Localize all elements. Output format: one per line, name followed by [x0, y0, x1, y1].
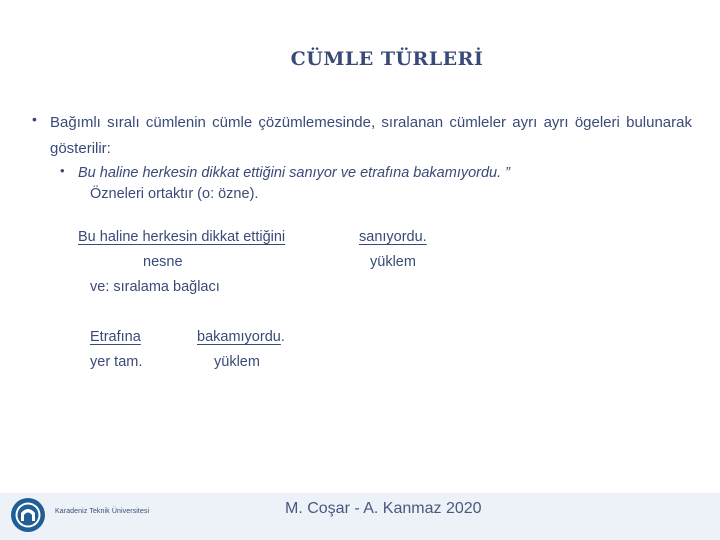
conjunction-note: ve: sıralama bağlacı	[90, 279, 220, 295]
example-sentence: Bu haline herkesin dikkat ettiğini sanıyor ve etrafına bakamıyordu. ”	[78, 165, 511, 181]
sub-bullet-marker: •	[60, 163, 65, 178]
analysis1-phrase-predicate: sanıyordu.	[359, 229, 427, 245]
analysis2-period: .	[280, 329, 285, 345]
analysis2-label-place: yer tam.	[90, 354, 143, 370]
analysis2-phrase-predicate	[197, 329, 285, 345]
analysis2-label-predicate: yüklem	[214, 354, 260, 370]
university-logo-icon	[10, 497, 46, 533]
analysis1-label-predicate: yüklem	[370, 254, 416, 270]
analysis1-label-object: nesne	[143, 254, 183, 270]
bullet-text: Bağımlı sıralı cümlenin cümle çözümlemesinde, sıralanan cümleler ayrı ayrı ögeleri bulunarak gösterilir:	[50, 114, 692, 157]
analysis1-phrase-object: Bu haline herkesin dikkat ettiğini	[78, 229, 286, 245]
bullet-marker: •	[32, 111, 37, 127]
author-credit: M. Coşar - A. Kanmaz 2020	[285, 500, 482, 517]
example-bullet	[60, 163, 680, 183]
slide-title: CÜMLE TÜRLERİ	[290, 48, 484, 70]
analysis2-phrase-place: Etrafına	[90, 329, 141, 345]
main-bullet	[32, 110, 692, 162]
university-name: Karadeniz Teknik Üniversitesi	[55, 508, 150, 515]
subject-note: Özneleri ortaktır (o: özne).	[90, 186, 259, 202]
analysis2-predicate-word: bakamıyordu	[197, 329, 281, 345]
